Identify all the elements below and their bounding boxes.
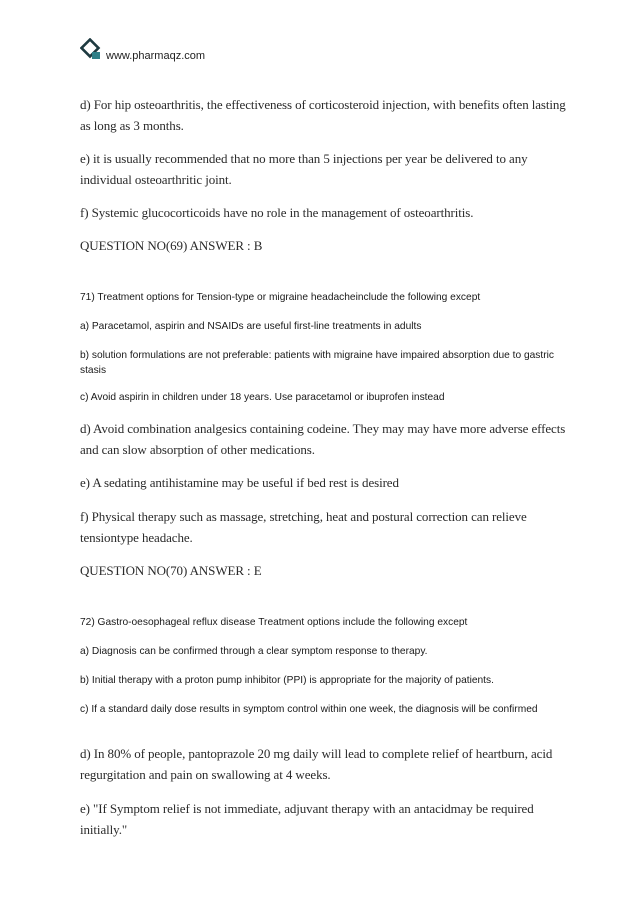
question-71-option-a: a) Paracetamol, aspirin and NSAIDs are useful first-line treatments in adults <box>80 321 422 332</box>
page-header <box>80 38 380 68</box>
question-72-option-e: e) "If Symptom relief is not immediate, adjuvant therapy with an antacidmay be required initially." <box>80 801 534 837</box>
pharmaqz-logo-icon <box>80 38 102 60</box>
question-71: 71) Treatment options for Tension-type or migraine headacheinclude the following except <box>80 292 481 303</box>
question-71-option-e: e) A sedating antihistamine may be useful if bed rest is desired <box>80 475 399 490</box>
site-url[interactable]: www.pharmaqz.com <box>106 50 206 62</box>
question-72-option-a: a) Diagnosis can be confirmed through a clear symptom response to therapy. <box>80 646 428 657</box>
paragraph-option-f-glucocorticoids: f) Systemic glucocorticoids have no role in the management of osteoarthritis. <box>80 205 474 220</box>
question-72-option-d: d) In 80% of people, pantoprazole 20 mg daily will lead to complete relief of heartburn, acid regurgitation and pain on swallowing at 4 weeks. <box>80 746 553 782</box>
question-71-option-c: c) Avoid aspirin in children under 18 years. Use paracetamol or ibuprofen instead <box>80 392 445 403</box>
question-72-option-c: c) If a standard daily dose results in symptom control within one week, the diagnosis will be confirmed <box>80 704 538 715</box>
question-72: 72) Gastro-oesophageal reflux disease Treatment options include the following except <box>80 617 468 628</box>
answer-70: QUESTION NO(70) ANSWER : E <box>80 563 262 578</box>
question-72-option-b: b) Initial therapy with a proton pump inhibitor (PPI) is appropriate for the majority of patients. <box>80 675 494 686</box>
paragraph-option-d-hip: d) For hip osteoarthritis, the effectiveness of corticosteroid injection, with benefits often lasting as long as 3 months. <box>80 97 566 133</box>
question-71-option-b: b) solution formulations are not preferable: patients with migraine have impaired absorption due to gastric stasis <box>80 350 554 376</box>
question-71-option-f: f) Physical therapy such as massage, stretching, heat and postural correction can relieve tensiontype headache. <box>80 509 527 545</box>
paragraph-option-e-injections: e) it is usually recommended that no more than 5 injections per year be delivered to any individual osteoarthritic joint. <box>80 151 528 187</box>
answer-69: QUESTION NO(69) ANSWER : B <box>80 238 263 253</box>
question-71-option-d: d) Avoid combination analgesics containing codeine. They may may have more adverse effects and can slow absorption of other medications. <box>80 421 566 457</box>
